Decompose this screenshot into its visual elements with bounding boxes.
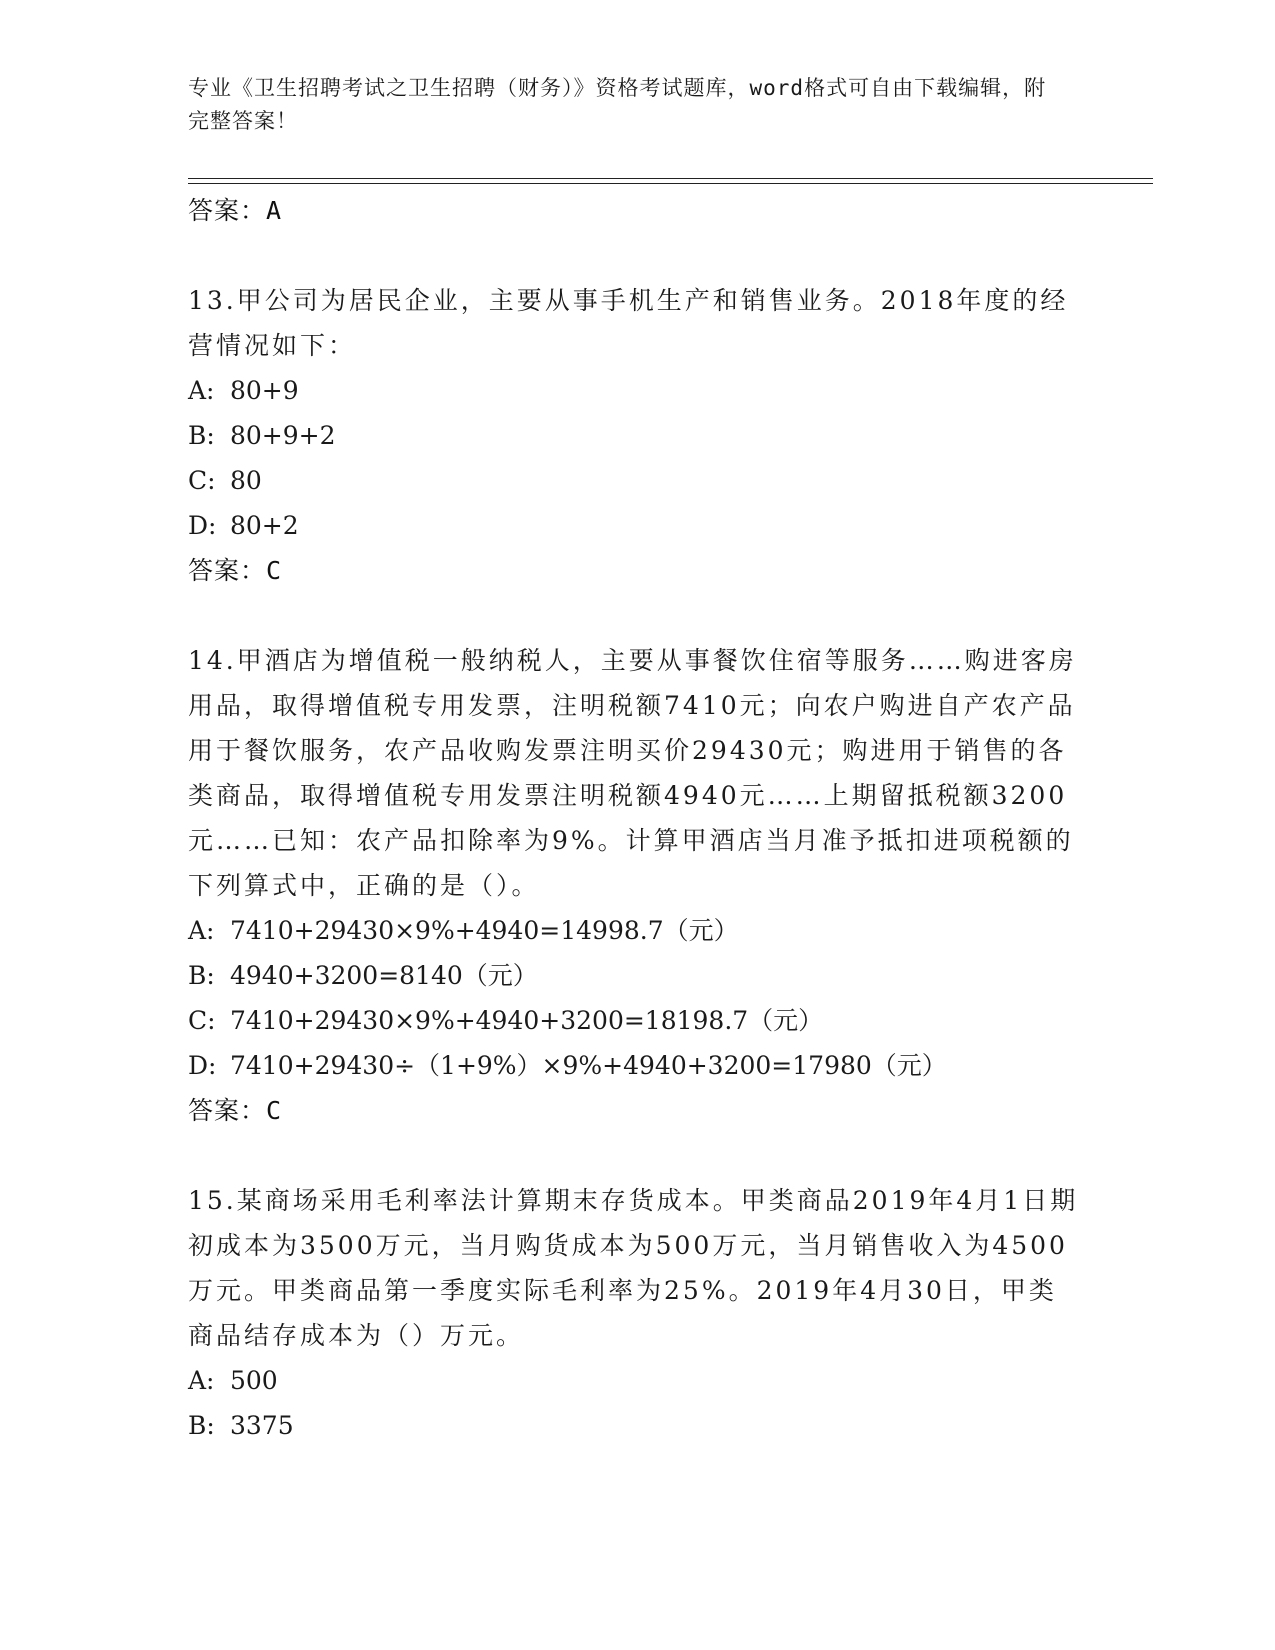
- option-text: 500: [230, 1366, 278, 1395]
- question-text: 14.甲酒店为增值税一般纳税人，主要从事餐饮住宿等服务……购进客房用品，取得增值税专用发票，注明税额7410元；向农户购进自产农产品用于餐饮服务，农产品收购发票注明买价29430元；购进用于销售的各类商品，取得增值税专用发票注明税额4940元……上期留抵税额3200元……已知：农产品扣除率为9%。计算甲酒店当月准予抵扣进项税额的下列算式中，正确的是（）。: [188, 646, 1077, 900]
- option-letter: C:: [188, 1006, 216, 1035]
- option-b: [188, 1403, 1083, 1448]
- option-text: 80: [230, 466, 262, 495]
- option-letter: C:: [188, 466, 216, 495]
- option-a: [188, 1358, 1083, 1403]
- option-text: 3375: [230, 1411, 294, 1440]
- option-letter: B:: [188, 421, 215, 450]
- answer-line: 答案：A: [188, 196, 283, 225]
- option-text: 80+9: [230, 376, 299, 405]
- option-b: [188, 413, 1083, 458]
- question-list: [188, 188, 1083, 1448]
- option-a: [188, 368, 1083, 413]
- option-c: [188, 998, 1083, 1043]
- option-text: 4940+3200=8140（元）: [230, 961, 538, 990]
- option-a: [188, 908, 1083, 953]
- option-letter: A:: [188, 376, 215, 405]
- answer-line: 答案：C: [188, 556, 283, 585]
- option-c: [188, 458, 1083, 503]
- option-letter: D:: [188, 511, 217, 540]
- option-b: [188, 953, 1083, 998]
- option-d: [188, 1043, 1083, 1088]
- option-text: 80+9+2: [230, 421, 336, 450]
- option-d: [188, 503, 1083, 548]
- option-text: 7410+29430×9%+4940+3200=18198.7（元）: [230, 1006, 824, 1035]
- question-text: 13.甲公司为居民企业，主要从事手机生产和销售业务。2018年度的经营情况如下：: [188, 286, 1069, 360]
- answer-line: 答案：C: [188, 1096, 283, 1125]
- header-divider-top: [188, 178, 1153, 179]
- option-letter: A:: [188, 916, 215, 945]
- document-header: 专业《卫生招聘考试之卫生招聘（财务）》资格考试题库，word格式可自由下载编辑，附完整答案！: [188, 76, 1047, 133]
- option-text: 80+2: [230, 511, 299, 540]
- question-item: [188, 1178, 1083, 1448]
- option-letter: D:: [188, 1051, 217, 1080]
- option-letter: A:: [188, 1366, 215, 1395]
- option-letter: B:: [188, 1411, 215, 1440]
- option-letter: B:: [188, 961, 215, 990]
- option-text: 7410+29430×9%+4940=14998.7（元）: [230, 916, 739, 945]
- header-divider-bottom: [188, 183, 1153, 184]
- option-text: 7410+29430÷（1+9%）×9%+4940+3200=17980（元）: [230, 1051, 947, 1080]
- question-text: 15.某商场采用毛利率法计算期末存货成本。甲类商品2019年4月1日期初成本为3500万元，当月购货成本为500万元，当月销售收入为4500万元。甲类商品第一季度实际毛利率为25%。2019年4月30日，甲类商品结存成本为（）万元。: [188, 1186, 1079, 1350]
- question-item: [188, 638, 1083, 1133]
- question-item: [188, 278, 1083, 593]
